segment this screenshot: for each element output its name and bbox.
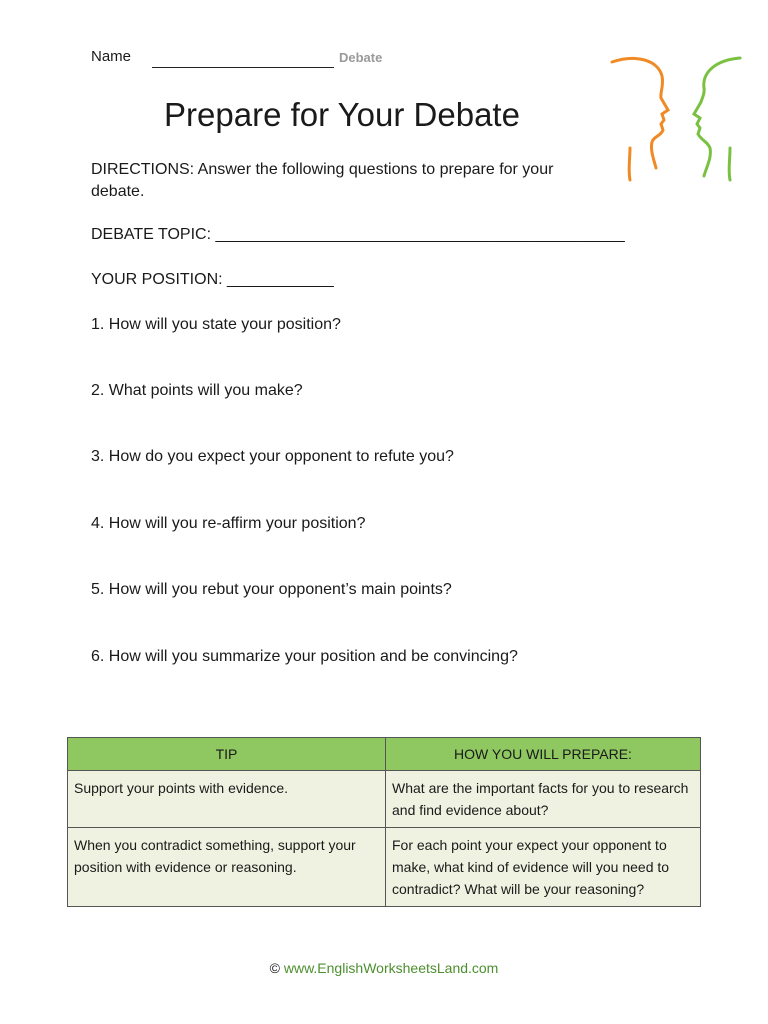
question-5: 5. How will you rebut your opponent’s main points? <box>91 581 452 598</box>
table-cell-prepare: What are the important facts for you to research and find evidence about? <box>386 771 701 828</box>
table-header-tip: TIP <box>68 738 386 771</box>
question-2: 2. What points will you make? <box>91 382 303 399</box>
subject-label: Debate <box>339 50 383 65</box>
table-cell-tip: Support your points with evidence. <box>68 771 386 828</box>
footer <box>0 960 768 976</box>
table-cell-prepare: For each point your expect your opponent to make, what kind of evidence will you need to contradict? What will be your reasoning? <box>386 828 701 907</box>
page-title: Prepare for Your Debate <box>164 96 520 133</box>
question-6: 6. How will you summarize your position and be convincing? <box>91 648 518 665</box>
your-position-field[interactable]: YOUR POSITION: ____________ <box>91 271 334 288</box>
question-3: 3. How do you expect your opponent to refute you? <box>91 448 454 465</box>
debate-topic-field[interactable]: DEBATE TOPIC: ______________________________________________ <box>91 226 625 243</box>
table-row <box>68 828 701 907</box>
question-1: 1. How will you state your position? <box>91 316 341 333</box>
table-row <box>68 771 701 828</box>
directions-text: DIRECTIONS: Answer the following questions to prepare for your debate. <box>91 161 554 200</box>
tips-table <box>67 737 701 907</box>
name-label: Name <box>91 48 132 65</box>
footer-site-link[interactable]: www.EnglishWorksheetsLand.com <box>283 960 499 976</box>
table-cell-tip: When you contradict something, support your position with evidence or reasoning. <box>68 828 386 907</box>
copyright-symbol: © <box>269 960 280 976</box>
table-header-row <box>68 738 701 771</box>
table-header-prepare: HOW YOU WILL PREPARE: <box>386 738 701 771</box>
name-blank-line[interactable] <box>152 67 334 68</box>
question-4: 4. How will you re-affirm your position? <box>91 515 366 532</box>
